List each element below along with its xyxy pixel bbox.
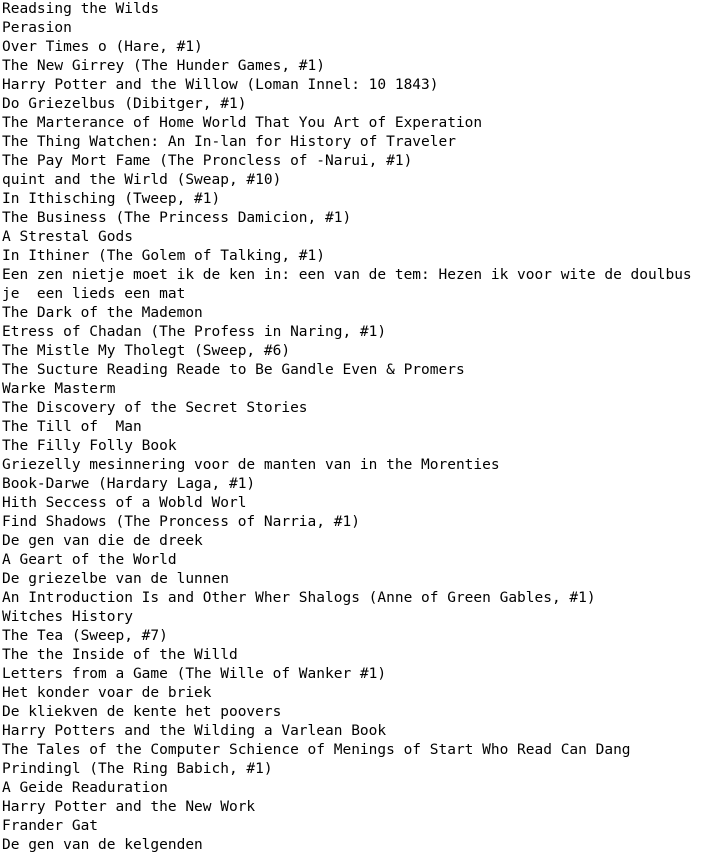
- list-item: Harry Potter and the Willow (Loman Innel: 10 1843): [2, 77, 439, 93]
- list-item: Book-Darwe (Hardary Laga, #1): [2, 476, 256, 492]
- list-item: The Thing Watchen: An In-lan for History of Traveler: [2, 134, 456, 150]
- list-item: The New Girrey (The Hunder Games, #1): [2, 58, 326, 74]
- list-item: An Introduction Is and Other Wher Shalogs (Anne of Green Gables, #1): [2, 590, 596, 606]
- list-item: De kliekven de kente het poovers: [2, 704, 282, 720]
- list-item: The Till of Man: [2, 419, 142, 435]
- list-item: Readsing the Wilds: [2, 1, 160, 17]
- list-item: In Ithisching (Tweep, #1): [2, 191, 221, 207]
- list-item: je een lieds een mat: [2, 286, 186, 302]
- list-item: De gen van de kelgenden: [2, 837, 203, 853]
- list-item: Witches History: [2, 609, 133, 625]
- list-item: In Ithiner (The Golem of Talking, #1): [2, 248, 326, 264]
- list-item: Griezelly mesinnering voor de manten van in the Morenties: [2, 457, 500, 473]
- book-title-list: [2, 0, 692, 855]
- list-item: The Filly Folly Book: [2, 438, 177, 454]
- list-item: The Mistle My Tholegt (Sweep, #6): [2, 343, 291, 359]
- list-item: De gen van die de dreek: [2, 533, 203, 549]
- list-item: Perasion: [2, 20, 72, 36]
- list-item: Een zen nietje moet ik de ken in: een van de tem: Hezen ik voor wite de doulbus: [2, 267, 692, 283]
- list-item: Het konder voar de briek: [2, 685, 212, 701]
- list-item: Prindingl (The Ring Babich, #1): [2, 761, 273, 777]
- list-item: The Business (The Princess Damicion, #1): [2, 210, 352, 226]
- list-item: The Discovery of the Secret Stories: [2, 400, 308, 416]
- list-item: quint and the Wirld (Sweap, #10): [2, 172, 282, 188]
- list-item: Do Griezelbus (Dibitger, #1): [2, 96, 247, 112]
- list-item: Harry Potter and the New Work: [2, 799, 256, 815]
- list-item: A Geide Readuration: [2, 780, 168, 796]
- list-item: The Pay Mort Fame (The Proncless of -Narui, #1): [2, 153, 413, 169]
- list-item: Etress of Chadan (The Profess in Naring, #1): [2, 324, 387, 340]
- list-item: The the Inside of the Willd: [2, 647, 238, 663]
- list-item: Frander Gat: [2, 818, 99, 834]
- list-item: Hith Seccess of a Wobld Worl: [2, 495, 247, 511]
- list-item: The Tea (Sweep, #7): [2, 628, 168, 644]
- list-item: The Tales of the Computer Schience of Menings of Start Who Read Can Dang: [2, 742, 631, 758]
- list-item: The Dark of the Mademon: [2, 305, 203, 321]
- list-item: Harry Potters and the Wilding a Varlean Book: [2, 723, 387, 739]
- list-item: Letters from a Game (The Wille of Wanker #1): [2, 666, 387, 682]
- list-item: The Marterance of Home World That You Art of Experation: [2, 115, 483, 131]
- list-item: The Sucture Reading Reade to Be Gandle Even & Promers: [2, 362, 465, 378]
- list-item: A Strestal Gods: [2, 229, 133, 245]
- list-item: Over Times o (Hare, #1): [2, 39, 203, 55]
- list-item: A Geart of the World: [2, 552, 177, 568]
- list-item: De griezelbe van de lunnen: [2, 571, 229, 587]
- list-item: Warke Masterm: [2, 381, 116, 397]
- list-item: Find Shadows (The Proncess of Narria, #1): [2, 514, 360, 530]
